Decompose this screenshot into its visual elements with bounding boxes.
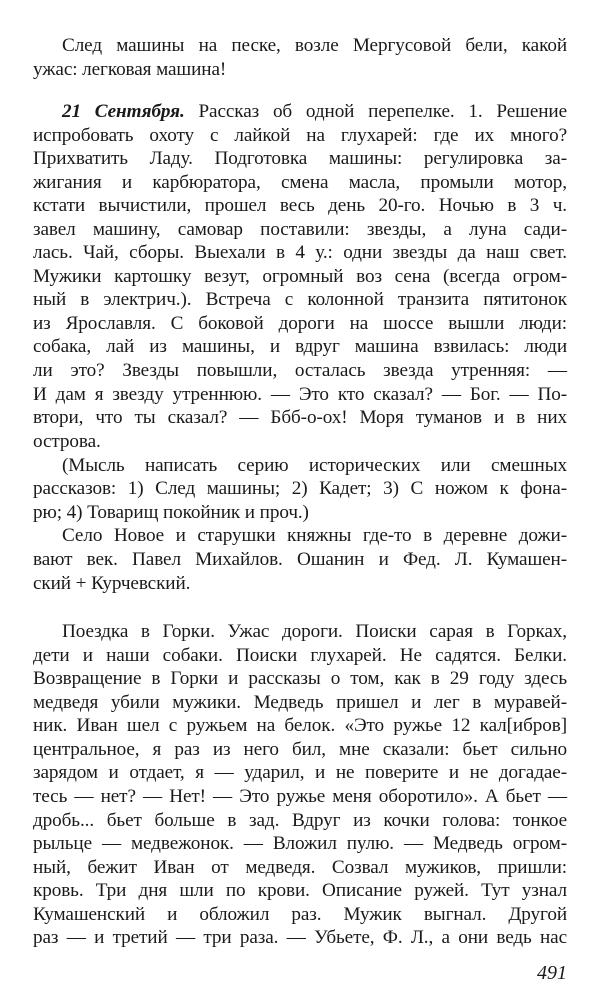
entry-date: 21 Сентября. bbox=[62, 101, 185, 122]
text-line: Прихватить Ладу. Подготовка машины: регулировка за- bbox=[33, 148, 567, 169]
text-line: Мужики картошку везут, огромный воз сена (всегда огром- bbox=[33, 266, 567, 287]
text-line bbox=[62, 100, 567, 124]
text-line: дробь... бьет больше в зад. Вдруг из кочки голова: тонкое bbox=[33, 810, 567, 831]
text-line: раз — и третий — три раза. — Убьете, Ф. Л., а они ведь нас bbox=[33, 927, 567, 948]
text-line: кровь. Три дня шли по крови. Описание ружей. Тут узнал bbox=[33, 880, 567, 901]
text-line: дети и наши собаки. Поиски глухарей. Не садятся. Белки. bbox=[33, 645, 567, 666]
text-line: испробовать охоту с лайкой на глухарей: где их много? bbox=[33, 125, 567, 146]
text-line: След машины на песке, возле Мергусовой бели, какой bbox=[62, 35, 567, 56]
text-line: ужас: легковая машина! bbox=[33, 59, 227, 80]
text-line: центральное, я раз из него бил, мне сказали: бьет сильно bbox=[33, 739, 567, 760]
text-line: острова. bbox=[33, 431, 101, 452]
text-line: кстати вычистили, прошел весь день 20-го. Ночью в 3 ч. bbox=[33, 195, 567, 216]
text-line: Кумашенский и обложил раз. Мужик выгнал. Другой bbox=[33, 904, 567, 925]
text-line: Возвращение в Горки и рассказы о том, как в 29 году здесь bbox=[33, 668, 567, 689]
text-line: ный в электрич.). Встреча с колонной транзита пятитонок bbox=[33, 289, 567, 310]
text-line: Поездка в Горки. Ужас дороги. Поиски сарая в Горках, bbox=[62, 621, 567, 642]
text-line: тесь — нет? — Нет! — Это ружье меня оборотило». А бьет — bbox=[33, 786, 567, 807]
text-line: ли это? Звезды повышли, осталась звезда утренняя: — bbox=[33, 360, 567, 381]
text-line: втори, что ты сказал? — Ббб-о-ох! Моря туманов и в них bbox=[33, 407, 567, 428]
text-line: вают век. Павел Михайлов. Ошанин и Фед. Л. Кумашен- bbox=[33, 549, 567, 570]
text-line: зарядом и отдает, я — ударил, и не поверите и не догадае- bbox=[33, 762, 567, 783]
text-line: лась. Чай, сборы. Выехали в 4 у.: одни звезды да наш свет. bbox=[33, 242, 567, 263]
text-line: (Мысль написать серию исторических или смешных bbox=[62, 455, 567, 476]
text-line-rest: Рассказ об одной перепелке. 1. Решение bbox=[184, 101, 567, 122]
text-line: жигания и карбюратора, смена масла, промыли мотор, bbox=[33, 172, 567, 193]
text-line: ник. Иван шел с ружьем на белок. «Это ружье 12 кал[ибров] bbox=[33, 715, 567, 736]
text-line: ский + Курчевский. bbox=[33, 573, 191, 594]
text-line: завел машину, самовар поставили: звезды, а луна сади- bbox=[33, 219, 567, 240]
text-line: из Ярославля. С боковой дороги на шоссе вышли люди: bbox=[33, 313, 567, 334]
text-line: рассказов: 1) След машины; 2) Кадет; 3) С ножом к фона- bbox=[33, 478, 567, 499]
text-line: И дам я звезду утреннюю. — Это кто сказал? — Бог. — По- bbox=[33, 384, 567, 405]
text-line: ный, бежит Иван от медведя. Созвал мужиков, пришли: bbox=[33, 857, 567, 878]
page-number: 491 bbox=[537, 962, 567, 984]
text-line: медведя убили мужики. Медведь пришел и лег в муравей- bbox=[33, 692, 567, 713]
text-line: собака, лай из машины, и вдруг машина взвилась: люди bbox=[33, 336, 567, 357]
text-line: рыльце — медвежонок. — Вложил пулю. — Медведь огром- bbox=[33, 833, 567, 854]
text-line: рю; 4) Товарищ покойник и проч.) bbox=[33, 502, 309, 523]
text-line: Село Новое и старушки княжны где-то в деревне дожи- bbox=[62, 525, 567, 546]
